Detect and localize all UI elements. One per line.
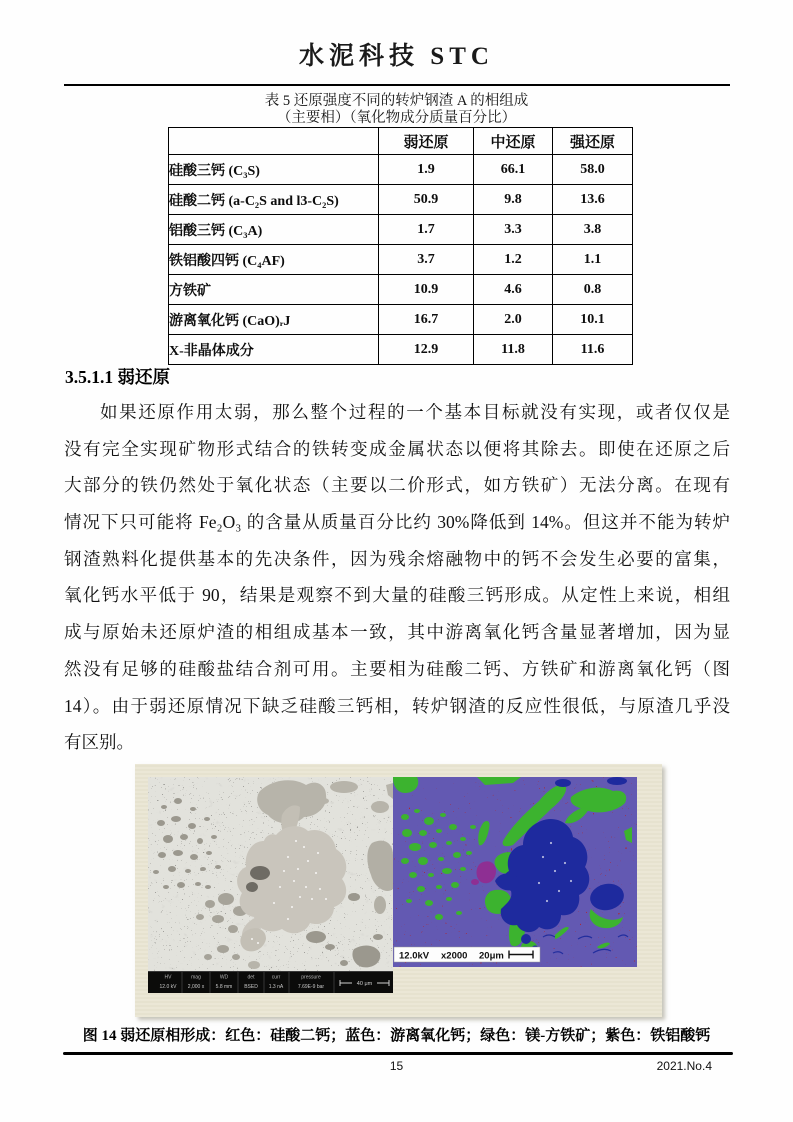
phase-hv-label: 12.0kV (399, 950, 430, 962)
value-cell: 58.0 (553, 155, 633, 185)
paragraph-line: 情况下只可能将 Fe₂O₃ 的含量从质量百分比约 30%降低到 14%。但这并不能为转炉 (64, 512, 730, 533)
paragraph-line: 氧化钙水平低于 90，结果是观察不到大量的硅酸三钙形成。从定性上来说，相组 (64, 585, 730, 606)
sem-scale-label: 40 μm (356, 981, 373, 987)
value-cell: 4.6 (474, 275, 553, 305)
phase-name-cell: 硅酸二钙 (a-C₂S and l3-C₂S) (169, 185, 379, 215)
page-number: 15 (389, 1059, 404, 1073)
table-row (169, 305, 633, 335)
value-cell: 9.8 (474, 185, 553, 215)
section-heading: 3.5.1.1 弱还原 (65, 367, 170, 387)
phase-name-cell: 游离氧化钙 (CaO)ᵣJ (169, 305, 379, 335)
footer-rule (63, 1052, 733, 1055)
paragraph-line: 有区别。 (64, 732, 134, 753)
sem-col-wd-value: 5.8 mm (215, 984, 233, 990)
sem-image (148, 777, 393, 993)
value-cell: 1.7 (379, 215, 474, 245)
phase-name-cell: 铁铝酸四钙 (C₄AF) (169, 245, 379, 275)
journal-title: 水泥科技 STC (299, 43, 494, 70)
value-cell: 0.8 (553, 275, 633, 305)
paragraph-line: 如果还原作用太弱，那么整个过程的一个基本目标就没有实现，或者仅仅是 (100, 402, 730, 422)
body-paragraph (64, 394, 730, 761)
table-row (169, 185, 633, 215)
sem-col-mag-label: mag (191, 974, 201, 981)
figure-panel (135, 764, 662, 1017)
sem-col-det-label: det (247, 974, 255, 981)
value-cell: 10.9 (379, 275, 474, 305)
sem-info-bar (148, 971, 393, 993)
value-cell: 1.1 (553, 245, 633, 275)
value-cell: 12.9 (379, 335, 474, 365)
value-cell: 3.8 (553, 215, 633, 245)
phase-name-cell: 铝酸三钙 (C₃A) (169, 215, 379, 245)
sem-col-det-value: BSED (244, 984, 258, 990)
phase-name-cell: X-非晶体成分 (169, 335, 379, 365)
header-medium-reduction: 中还原 (474, 128, 553, 155)
phase-name-cell: 方铁矿 (169, 275, 379, 305)
value-cell: 50.9 (379, 185, 474, 215)
paragraph-line: 然没有足够的硅酸盐结合剂可用。主要相为硅酸二钙、方铁矿和游离氧化钙（图 (64, 658, 730, 679)
table-row (169, 275, 633, 305)
value-cell: 1.9 (379, 155, 474, 185)
sem-col-curr-label: curr (271, 974, 281, 981)
value-cell: 11.8 (474, 335, 553, 365)
header-strong-reduction: 强还原 (553, 128, 633, 155)
table-row (169, 335, 633, 365)
paragraph-line: 14）。由于弱还原情况下缺乏硅酸三钙相，转炉钢渣的反应性很低，与原渣几乎没 (64, 695, 730, 716)
sem-col-mag-value: 2,000 x (187, 984, 205, 990)
table-row (169, 245, 633, 275)
paragraph-line: 钢渣熟料化提供基本的先决条件，因为残余熔融物中的钙不会发生必要的富集， (64, 548, 730, 569)
value-cell: 16.7 (379, 305, 474, 335)
value-cell: 13.6 (553, 185, 633, 215)
sem-col-hv-value: 12.0 kV (159, 984, 177, 990)
phase-composition-table (168, 127, 633, 365)
phase-name-cell: 硅酸三钙 (C₃S) (169, 155, 379, 185)
sem-col-pressure-value: 7.69E-9 bar (297, 984, 325, 990)
sem-col-pressure-label: pressure (301, 974, 321, 981)
header-rule (64, 84, 730, 86)
header-weak-reduction: 弱还原 (379, 128, 474, 155)
table-caption-line1: 表 5 还原强度不同的转炉钢渣 A 的相组成 (264, 93, 529, 109)
sem-col-hv-label: HV (164, 974, 172, 981)
phase-label-bar (394, 947, 540, 962)
phase-scale-label: 20μm (479, 950, 504, 962)
value-cell: 1.2 (474, 245, 553, 275)
value-cell: 11.6 (553, 335, 633, 365)
sem-col-wd-label: WD (219, 974, 229, 981)
header-empty-cell (169, 128, 379, 155)
value-cell: 66.1 (474, 155, 553, 185)
sem-col-curr-value: 1.3 nA (268, 984, 284, 990)
phase-mag-label: x2000 (441, 950, 468, 962)
value-cell: 2.0 (474, 305, 553, 335)
value-cell: 3.7 (379, 245, 474, 275)
value-cell: 10.1 (553, 305, 633, 335)
paragraph-line: 成与原始未还原炉渣的相组成基本一致，其中游离氧化钙含量显著增加，因为显 (64, 622, 730, 643)
paragraph-line: 没有完全实现矿物形式结合的铁转变成金属状态以便将其除去。即使在还原之后 (64, 438, 730, 459)
table-row (169, 155, 633, 185)
issue-label: 2021.No.4 (656, 1059, 712, 1073)
table-row (169, 215, 633, 245)
figure-caption: 图 14 弱还原相形成：红色：硅酸二钙；蓝色：游离氧化钙；绿色：镁-方铁矿；紫色：铁铝酸钙 (82, 1028, 711, 1044)
phase-map-image (393, 777, 637, 967)
paragraph-line: 大部分的铁仍然处于氧化状态（主要以二价形式，如方铁矿）无法分离。在现有 (64, 475, 730, 496)
table-caption-line2: （主要相）（氧化物成分质量百分比） (276, 110, 517, 126)
value-cell: 3.3 (474, 215, 553, 245)
table-header-row (169, 128, 633, 155)
